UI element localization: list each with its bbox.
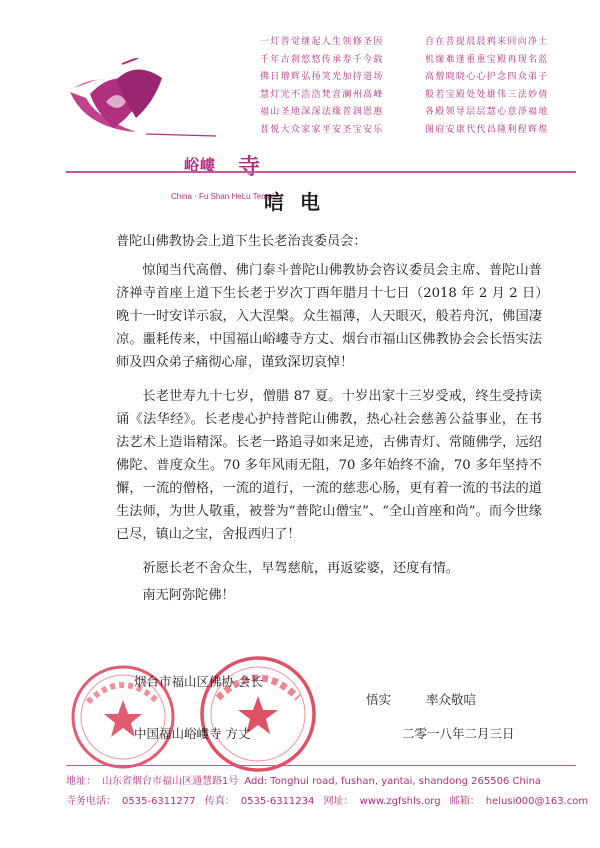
poem-line: 般若宝殿处处雄伟三法妙倩: [425, 89, 549, 100]
poem-line: 慧灯光不浩浩梵音澜州高峰: [260, 89, 384, 100]
temple-logo: [66, 58, 279, 201]
poem-line: 佛日增辉弘扬笑光加持道场: [260, 72, 384, 82]
closing-line: 南无阿弥陀佛！: [142, 588, 235, 603]
footer-address-line: [66, 772, 576, 787]
fax-label: 传真：: [204, 796, 235, 807]
letter-body: [116, 230, 542, 618]
poem-line: 各殿领导层层慧心意淨福地: [425, 107, 549, 117]
poem-line: 自在菩提晨晨鸦来回向净土: [425, 37, 549, 47]
temple-name-small: 峪嶁: [184, 156, 217, 174]
footer-contact-line: [66, 792, 589, 807]
poem-right: [425, 34, 549, 139]
lotus-icon: [66, 58, 252, 154]
web-label: 网址：: [323, 796, 354, 807]
signature-org-association: 烟台市福山区佛协 会长: [134, 674, 263, 689]
address-label: 地址：: [66, 776, 96, 787]
temple-seal-icon: [196, 652, 321, 777]
poem-line: 一灯普觉继起人生领修圣因: [260, 37, 384, 47]
web-value: www.zgfshls.org: [359, 796, 441, 807]
poem-line: 福山圣地深深法缘普润恩惠: [260, 107, 384, 117]
header-divider: [66, 171, 576, 173]
signature-date: 二零一八年二月三日: [402, 726, 515, 741]
poem-line: 千年古刹悠悠传承寿千今载: [260, 54, 384, 65]
phone-label: 寺务电话：: [66, 796, 116, 807]
poem-line: 图府安康代代昌隆利程辉煌: [425, 124, 549, 135]
poem-line: 机缘难逢重重宝殿再现名蓝: [425, 54, 549, 65]
temple-name-char: 寺: [238, 155, 261, 180]
address-cn: 山东省烟台市福山区通慧路1号: [102, 776, 239, 787]
footer-divider: [66, 765, 576, 766]
temple-name-english: China · Fu Shan HeLu Temple: [171, 192, 279, 201]
paragraph: 惊闻当代高僧、佛门泰斗普陀山佛教协会咨议委员会主席、普陀山普济禅寺首座上道下生长老于岁次丁酉年腊月十七日（2018 年 2 月 2 日）晚十一时安详示寂，入大涅槃。众生福薄，人天眼灭，般若舟沉，佛国凄凉。噩耗传来，中国福山峪嶁寺方丈、烟台市福山区佛教协会会长悟实法师及四众弟子痛彻心扉，谨致深切哀悼！: [116, 263, 542, 370]
poem-line: 普悦大众家家平安圣宝安乐: [260, 124, 384, 135]
signature-respect: 率众敬唁: [426, 692, 477, 707]
address-en: Add: Tonghui road, fushan, yantai, shandong 265506 China: [244, 776, 542, 787]
salutation: 普陀山佛教协会上道下生长老治丧委员会：: [116, 234, 367, 249]
paragraph: 祈愿长老不舍众生，早驾慈航，再返娑婆，还度有情。: [142, 561, 459, 576]
poem-line: 高僧晓晓心心护念四众弟子: [425, 72, 549, 82]
email-label: 邮箱：: [449, 796, 480, 807]
signature-org-temple: 中国福山峪嶁寺 方丈: [134, 726, 251, 741]
signature-name: 悟实: [366, 692, 392, 707]
phone-value: 0535-6311277: [122, 796, 196, 807]
poem-left: [260, 34, 384, 139]
document-title: 唁电: [264, 190, 336, 214]
email-value: helusi000@163.com: [485, 796, 589, 807]
paragraph: 长老世寿九十七岁，僧腊 87 夏。十岁出家十三岁受戒，终生受持读诵《法华经》。长老虔心护持普陀山佛教，热心社会慈善公益事业，在书法艺术上造诣精深。长老一路追寻如来足迹，古佛青灯、常随佛学，远绍佛陀、普度众生。70 多年风雨无阻，70 多年始终不渝，70 多年坚持不懈，一流的僧格，一流的道行，一流的慈悲心肠，更有着一流的书法的道生法师，为世人敬重，被誉为“普陀山僧宝”、“全山首座和尚”。而今世缘已尽，镇山之宝，舍报西归了！: [116, 389, 542, 542]
fax-value: 0535-6311234: [240, 796, 315, 807]
